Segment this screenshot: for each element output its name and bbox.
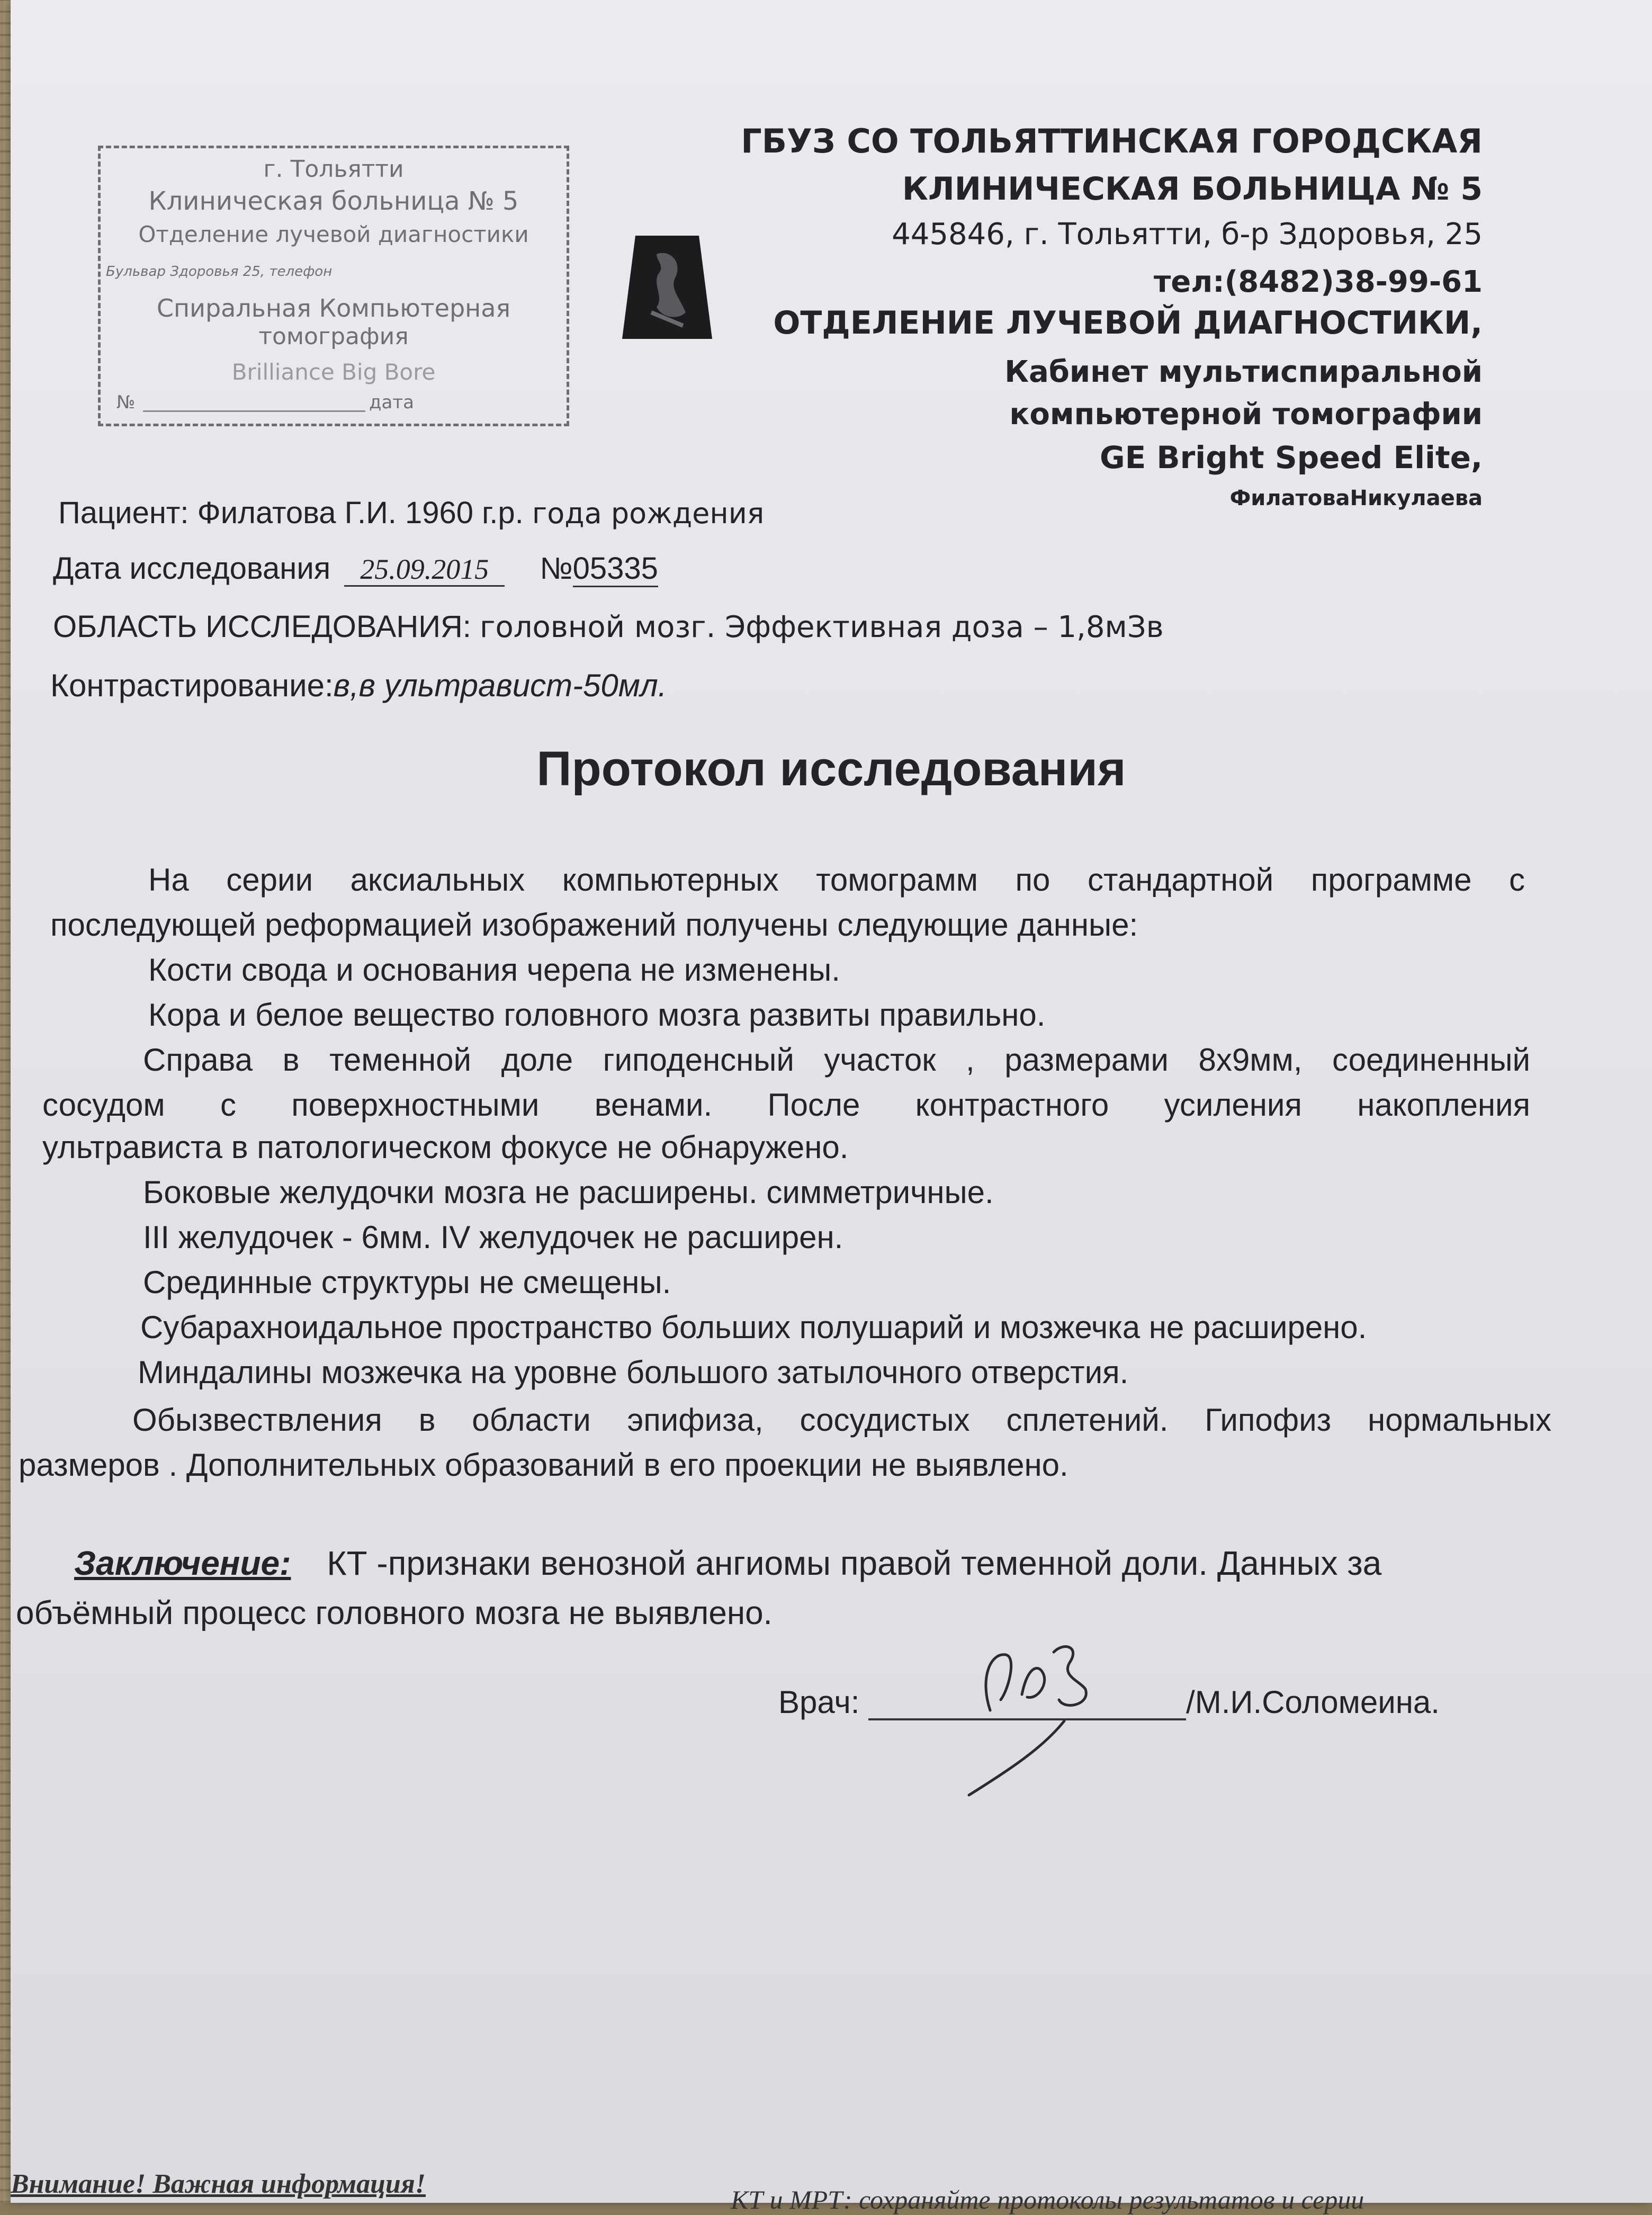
stamp-city: г. Тольятти [263,156,404,183]
patient-label: Пациент: [58,496,189,530]
stamp-service-2: томография [258,323,409,350]
document-page [11,0,1652,2214]
exam-date-label: Дата исследования [53,551,331,586]
org-name-line2: КЛИНИЧЕСКАЯ БОЛЬНИЦА № 5 [902,171,1483,208]
protocol-title: Протокол исследования [536,742,1126,796]
exam-number-value: 05335 [573,551,658,587]
p4-line3: ультрависта в патологическом фокусе не обнаружено. [42,1129,849,1165]
patient-row [58,495,764,531]
conclusion-label: Заключение: [74,1544,291,1582]
doctor-name: /М.И.Соломеина. [1186,1684,1440,1720]
org-phone: тел:(8482)38-99-61 [1153,265,1483,299]
p4-line1: Справа в теменной доле гиподенсный участок , размерами 8х9мм, соединенный [143,1042,1530,1078]
doctor-signature [958,1631,1170,1800]
p1-line2: последующей реформацией изображений получены следующие данные: [50,907,1138,943]
p3-text: Кора и белое вещество головного мозга развиты правильно. [148,997,1046,1033]
stamp-number-label: № [116,392,136,413]
contrast-label: Контрастирование: [50,668,334,703]
stamp-service: Спиральная Компьютерная [156,294,511,322]
stamp-department: Отделение лучевой диагностики [138,221,529,247]
doctor-label: Врач: [778,1684,860,1720]
conclusion-line2: объёмный процесс головного мозга не выявлено. [16,1595,773,1631]
exam-area-row [53,609,1164,644]
exam-date-value: 25.09.2015 [344,553,505,587]
patient-suffix: года рождения [532,497,765,530]
footer-cut-text: КТ и МРТ: сохраняйте протоколы результатов и серии [731,2185,1364,2214]
p1-line1: На серии аксиальных компьютерных томограмм по стандартной программе с [148,862,1525,898]
exam-area-value: головной мозг. Эффективная доза – 1,8мЗв [480,610,1164,644]
exam-number-label: № [540,551,573,586]
patient-value: Филатова Г.И. 1960 г.р. [197,496,524,530]
stamp-address: Бульвар Здоровья 25, телефон [106,264,333,280]
conclusion-line1: КТ -признаки венозной ангиомы правой теменной доли. Данных за [327,1544,1382,1582]
p4-line2: сосудом с поверхностными венами. После контрастного усиления накопления [42,1087,1530,1123]
p10-line1: Обызвествления в области эпифиза, сосудистых сплетений. Гипофиз нормальных [132,1402,1551,1438]
stamp-underline [143,410,365,412]
contrast-value: в,в ультравист-50мл. [333,668,667,703]
department-name: ОТДЕЛЕНИЕ ЛУЧЕВОЙ ДИАГНОСТИКИ, [773,304,1483,342]
p5-text: Боковые желудочки мозга не расширены. симметричные. [143,1174,994,1210]
device-name: GE Bright Speed Elite, [1100,440,1483,476]
stamp-date-label: дата [369,392,414,413]
p9-text: Миндалины мозжечка на уровне большого затылочного отверстия. [138,1355,1129,1390]
org-name-line1: ГБУЗ СО ТОЛЬЯТТИНСКАЯ ГОРОДСКАЯ [741,122,1483,160]
contrast-row [50,667,667,704]
department-stamp [98,146,569,426]
exam-area-label: ОБЛАСТЬ ИССЛЕДОВАНИЯ: [53,609,471,644]
cabinet-line2: компьютерной томографии [1009,397,1483,432]
hospital-logo-icon [620,233,715,344]
staff-names: ФилатоваНикулаева [1229,486,1483,510]
footer-warning: Внимание! Важная информация! [11,2169,426,2199]
conclusion-row [74,1541,1381,1585]
org-address: 445846, г. Тольятти, б-р Здоровья, 25 [892,217,1483,252]
p8-text: Субарахноидальное пространство больших полушарий и мозжечка не расширено. [140,1310,1367,1345]
p2-text: Кости свода и основания черепа не изменены. [148,952,840,988]
stamp-device: Brilliance Big Bore [231,359,436,385]
p7-text: Срединные структуры не смещены. [143,1265,671,1300]
stamp-hospital: Клиническая больница № 5 [148,186,519,216]
exam-date-row [53,551,658,586]
stamp-number-date [101,392,567,413]
cabinet-line1: Кабинет мультиспиральной [1004,355,1483,389]
p10-line2: размеров . Дополнительных образований в его проекции не выявлено. [19,1447,1069,1483]
p6-text: III желудочек - 6мм. IV желудочек не расширен. [143,1219,843,1255]
